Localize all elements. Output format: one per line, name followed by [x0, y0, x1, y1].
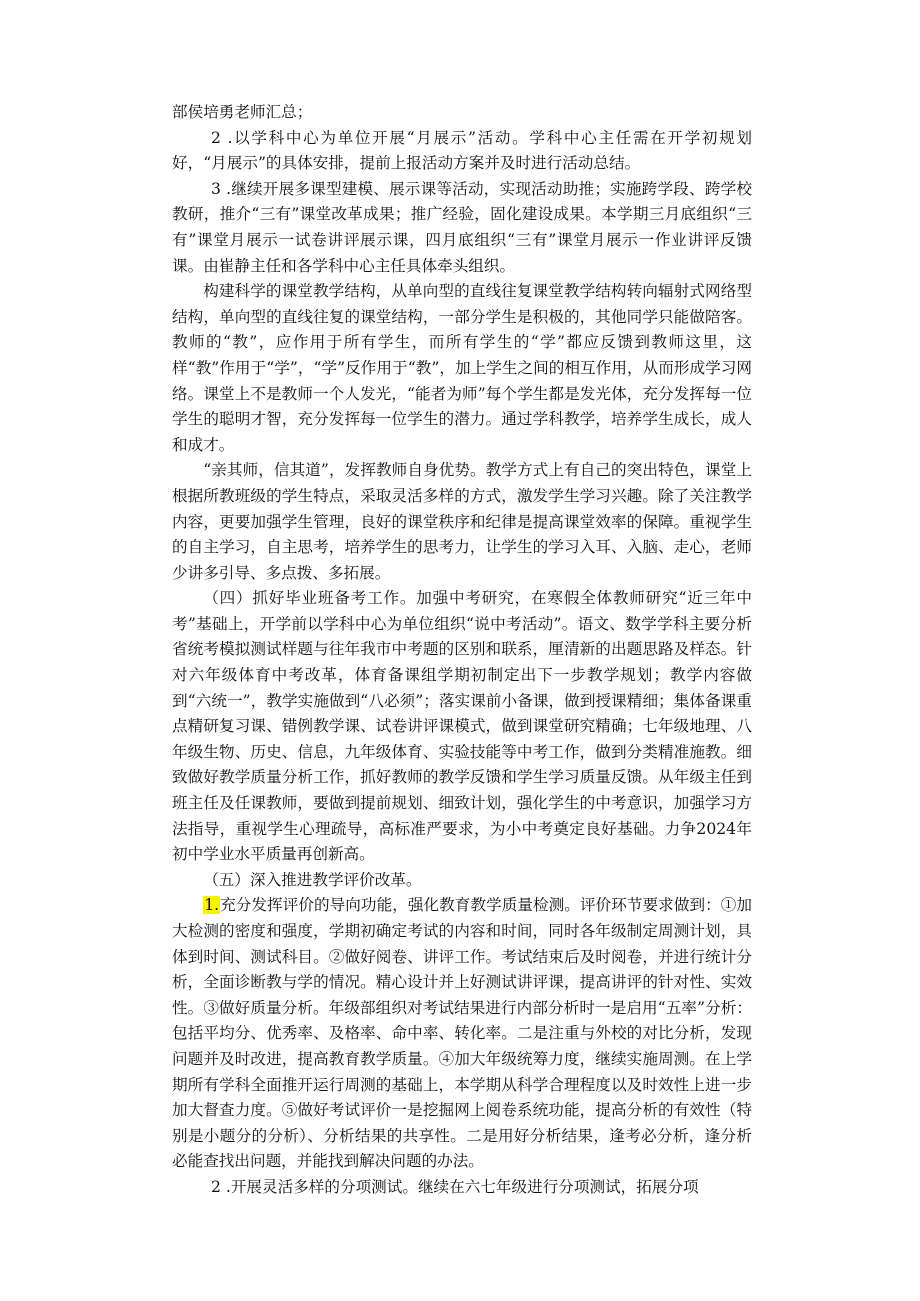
paragraph-5 [172, 586, 752, 868]
paragraph-1 [172, 126, 752, 177]
paragraph-2 [172, 177, 752, 279]
paragraph-text: 充分发挥评价的导向功能，强化教育教学质量检测。评价环节要求做到：①加大检测的密度和强度，学期初确定考试的内容和时间，同时各年级制定周测计划，具体到时间、测试科目。②做好阅卷、讲评工作。考试结束后及时阅卷，并进行统计分析，全面诊断教与学的情况。精心设计并上好测试讲评课，提高讲评的针对性、实效性。③做好质量分析。年级部组织对考试结果进行内部分析时一是启用“五率”分析：包括平均分、优秀率、及格率、命中率、转化率。二是注重与外校的对比分析，发现问题并及时改进，提高教育教学质量。④加大年级统筹力度，继续实施周测。在上学期所有学科全面推开运行周测的基础上，本学期从科学合理程度以及时效性上进一步加大督查力度。⑤做好考试评价一是挖掘网上阅卷系统功能，提高分析的有效性（特别是小题分的分析）、分析结果的共享性。二是用好分析结果，逢考必分析，逢分析必能查找出问题，并能找到解决问题的办法。 [172, 896, 752, 1171]
paragraph-text: 部侯培勇老师汇总； [172, 103, 313, 121]
paragraph-text: （四）抓好毕业班备考工作。加强中考研究，在寒假全体教师研究“近三年中考”基础上，开学前以学科中心为单位组织“说中考活动”。语文、数学学科主要分析省统考模拟测试样题与往年我市中考题的区别和联系，厘清新的出题思路及样态。针对六年级体育中考改革，体育备课组学期初制定出下一步教学规划；教学内容做到“六统一”，教学实施做到“八必须”；落实课前小备课，做到授课精细；集体备课重点精研复习课、错例教学课、试卷讲评课模式，做到课堂研究精确；七年级地理、八年级生物、历史、信息，九年级体育、实验技能等中考工作，做到分类精准施教。细致做好教学质量分析工作，抓好教师的教学反馈和学生学习质量反馈。从年级主任到班主任及任课教师，要做到提前规划、细致计划，强化学生的中考意识，加强学习方法指导，重视学生心理疏导，高标准严要求，为小中考奠定良好基础。力争2024年初中学业水平质量再创新高。 [172, 589, 752, 864]
highlighted-number: 1. [204, 896, 220, 915]
paragraph-text: 2 .开展灵活多样的分项测试。继续在六七年级进行分项测试，拓展分项 [211, 1177, 699, 1196]
paragraph-text: （五）深入推进教学评价改革。 [203, 870, 422, 889]
paragraph-text: 构建科学的课堂教学结构，从单向型的直线往复课堂教学结构转向辐射式网络型结构，单向型的直线往复的课堂结构，一部分学生是积极的，其他同学只能做陪客。教师的“教”，应作用于所有学生，而所有学生的“学”都应反馈到教师这里，这样“教”作用于“学”，“学”反作用于“教”，加上学生之间的相互作用，从而形成学习网络。课堂上不是教师一个人发光，“能者为师”每个学生都是发光体，充分发挥每一位学生的聪明才智，充分发挥每一位学生的潜力。通过学科教学，培养学生成长，成人和成才。 [172, 282, 752, 454]
paragraph-6 [172, 868, 752, 894]
paragraph-text: 2 .以学科中心为单位开展“月展示”活动。学科中心主任需在开学初规划好，“月展示”的具体安排，提前上报活动方案并及时进行活动总结。 [172, 128, 752, 173]
paragraph-8 [172, 1175, 752, 1201]
paragraph-text: “亲其师，信其道”，发挥教师自身优势。教学方式上有自己的突出特色，课堂上根据所教班级的学生特点，采取灵活多样的方式，激发学生学习兴趣。除了关注教学内容，更要加强学生管理，良好的课堂秩序和纪律是提高课堂效率的保障。重视学生的自主学习，自主思考，培养学生的思考力，让学生的学习入耳、入脑、走心，老师少讲多引导、多点拨、多拓展。 [172, 461, 752, 582]
paragraph-text: 3 .继续开展多课型建模、展示课等活动，实现活动助推；实施跨学段、跨学校教研，推介“三有”课堂改革成果；推广经验，固化建设成果。本学期三月底组织“三有”课堂月展示一试卷讲评展示课，四月底组织“三有”课堂月展示一作业讲评反馈课。由崔静主任和各学科中心主任具体牵头组织。 [172, 179, 752, 275]
paragraph-7 [172, 893, 752, 1175]
document-page [172, 100, 752, 1201]
paragraph-3 [172, 279, 752, 458]
paragraph-4 [172, 458, 752, 586]
paragraph-0 [172, 100, 752, 126]
